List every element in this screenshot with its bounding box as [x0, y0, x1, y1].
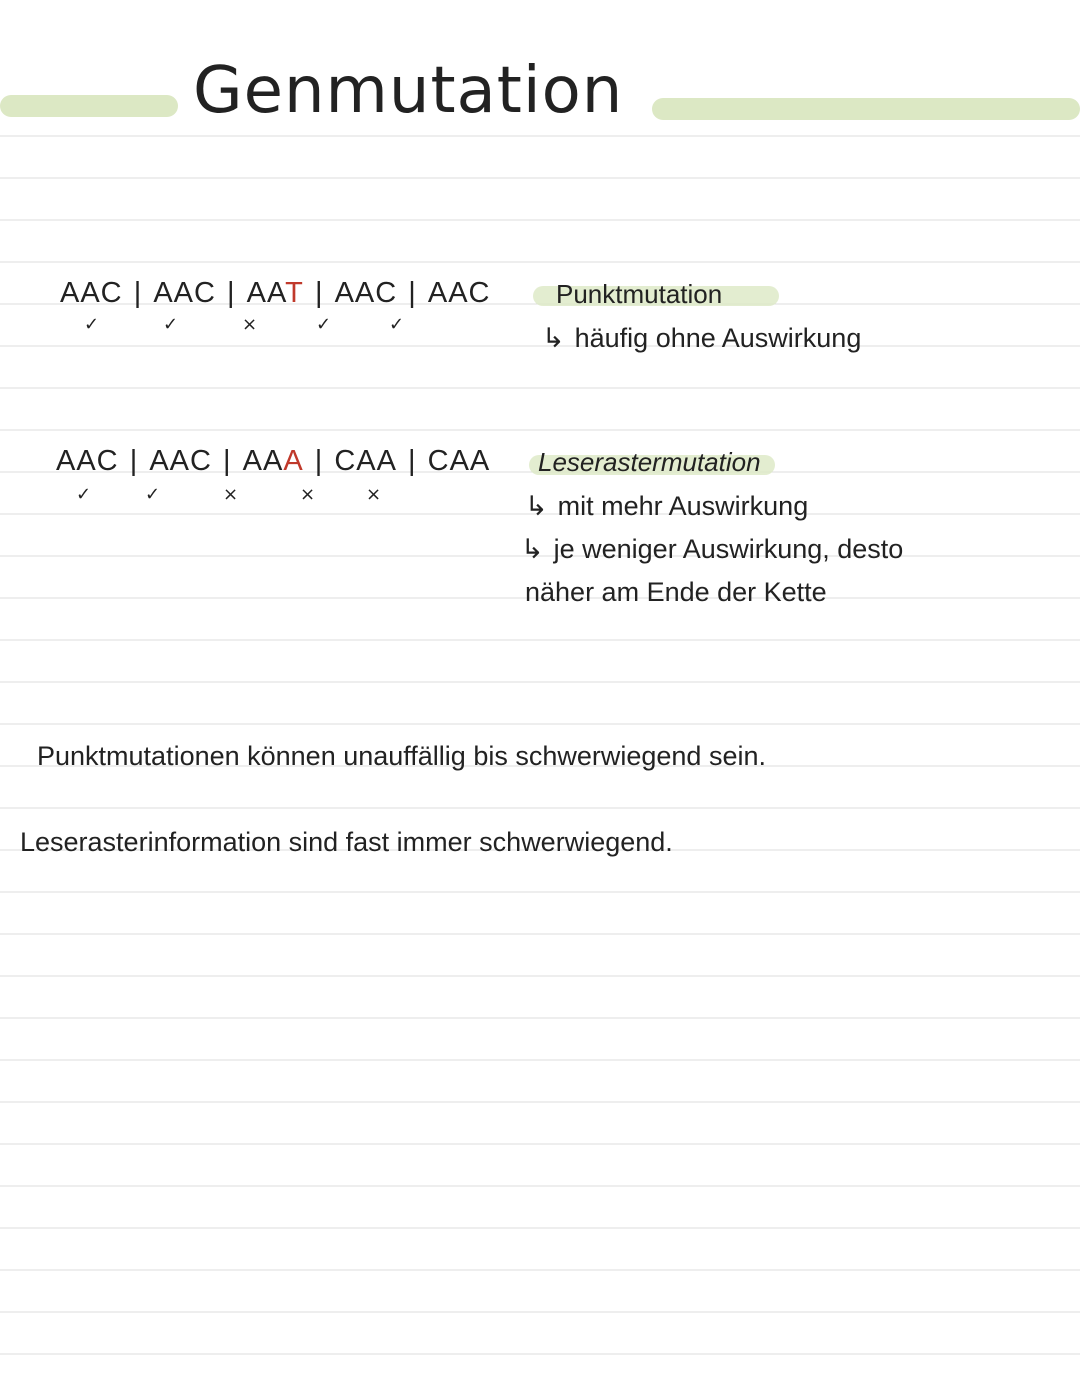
point-mutation-codon-4: AAC: [334, 277, 398, 309]
frameshift-mark-4: ×: [300, 484, 316, 505]
frameshift-mark-2: ✓: [145, 484, 161, 505]
arrow-icon: ↳: [542, 323, 565, 353]
frameshift-codon-2: AAC: [149, 445, 212, 477]
point-mutation-codon-3: [247, 278, 304, 310]
frameshift-mark-1: ✓: [76, 484, 92, 505]
point-mutation-mark-3: ×: [242, 314, 258, 335]
title-highlighter-left: [0, 95, 178, 117]
frameshift-codon-3: [243, 446, 304, 478]
point-mutation-mark-1: ✓: [84, 314, 100, 335]
point-mutation-strand: [60, 278, 491, 310]
frameshift-mutation-strand: [56, 446, 490, 478]
frameshift-heading: Leserastermutation: [538, 447, 761, 477]
point-mutation-heading: Punktmutation: [556, 279, 723, 309]
frameshift-bullet-1: [525, 492, 808, 522]
codon-separator: |: [223, 445, 232, 477]
frameshift-bullet-2: [521, 535, 903, 565]
frameshift-bullet-2-continuation: näher am Ende der Kette: [525, 577, 827, 607]
title-highlighter-right: [652, 98, 1080, 120]
frameshift-bullet-text-1: mit mehr Auswirkung: [557, 491, 809, 521]
point-mutation-mark-5: ✓: [389, 314, 405, 335]
summary-line-1: Punktmutationen können unauffällig bis schwerwiegend sein.: [37, 741, 766, 771]
frameshift-codon-1: AAC: [56, 445, 119, 477]
point-mutation-codon-3-prefix: AA: [246, 277, 286, 309]
point-mutation-mark-4: ✓: [316, 314, 332, 335]
frameshift-mutated-base: A: [283, 445, 304, 477]
frameshift-codon-4: CAA: [334, 445, 397, 477]
summary-line-2: Leserasterinformation sind fast immer schwerwiegend.: [20, 827, 673, 857]
frameshift-codon-5: CAA: [427, 445, 491, 477]
point-mutation-codon-5: AAC: [427, 277, 491, 309]
page-title: Genmutation: [193, 54, 624, 128]
frameshift-mark-3: ×: [223, 484, 239, 505]
codon-separator: |: [408, 445, 417, 477]
frameshift-codon-3-prefix: AA: [242, 445, 284, 477]
codon-separator: |: [129, 445, 139, 477]
point-mutation-codon-1: AAC: [60, 277, 123, 309]
codon-separator: |: [314, 277, 324, 309]
codon-separator: |: [227, 277, 236, 309]
frameshift-bullet-text-2: je weniger Auswirkung, desto: [553, 534, 904, 564]
point-mutation-bullet-1: [542, 324, 861, 354]
frameshift-mark-5: ×: [366, 484, 382, 505]
point-mutation-mark-2: ✓: [163, 314, 179, 335]
codon-separator: |: [314, 445, 324, 477]
codon-separator: |: [408, 277, 417, 309]
arrow-icon: ↳: [521, 534, 544, 564]
arrow-icon: ↳: [525, 491, 548, 521]
point-mutation-codon-2: AAC: [153, 277, 216, 309]
point-mutation-bullet-text-1: häufig ohne Auswirkung: [574, 323, 862, 353]
point-mutation-mutated-base: T: [285, 277, 304, 309]
codon-separator: |: [133, 277, 143, 309]
